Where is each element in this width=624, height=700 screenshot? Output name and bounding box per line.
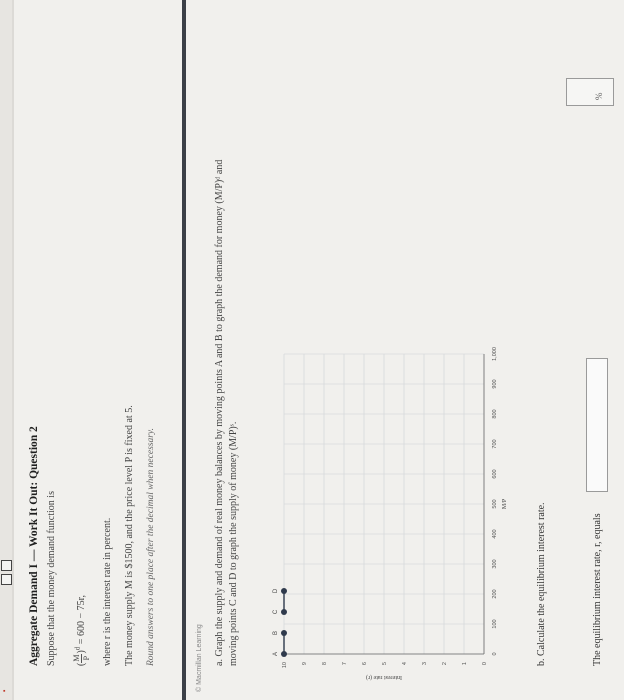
question-page	[14, 0, 624, 700]
y-tick-label: 4	[402, 662, 408, 666]
point-label: D	[273, 588, 279, 594]
answer-input[interactable]	[586, 358, 608, 492]
x-tick-label: 900	[492, 379, 498, 389]
rotated-question-panel	[14, 0, 624, 700]
answer-label: The equilibrium interest rate, r, equals	[592, 513, 603, 666]
x-tick-label: 300	[492, 559, 498, 569]
x-tick-label: 400	[492, 529, 498, 539]
intro-text: Suppose that the money demand function is	[46, 491, 57, 666]
x-tick-label: 200	[492, 589, 498, 599]
y-tick-label: 2	[442, 662, 448, 666]
y-tick-label: 10	[282, 662, 288, 669]
left-toolbar-strip	[0, 0, 12, 700]
point-b[interactable]	[281, 630, 287, 636]
x-tick-label: 600	[492, 469, 498, 479]
money-demand-formula: ( M P )$^d$ = 600 − 75r,	[72, 594, 91, 666]
formula-rhs: = 600 − 75r,	[75, 594, 87, 645]
part-b-label: b. Calculate the equilibrium interest rate.	[536, 502, 547, 666]
percent-unit: %	[594, 92, 604, 100]
y-tick-label: 7	[342, 662, 348, 666]
marker-icon: ▪	[3, 688, 6, 695]
checkbox-icon[interactable]	[1, 560, 12, 571]
scroll-area	[566, 78, 614, 106]
y-tick-label: 6	[362, 662, 368, 666]
x-tick-label: 0	[492, 652, 498, 656]
supply-text: The money supply M is $1500, and the price level P is fixed at 5.	[124, 405, 135, 666]
part-a-line1: a. Graph the supply and demand of real money balances by moving points A and B to graph the demand for money (M/P)ᵈ and	[214, 159, 225, 666]
y-axis-label: Interest rate (r)	[366, 674, 402, 680]
point-label: C	[273, 609, 279, 615]
point-label: B	[273, 630, 279, 636]
x-tick-label: 1,000	[492, 347, 498, 361]
rounding-note: Round answers to one place after the decimal when necessary.	[146, 428, 156, 666]
brand-label: © Macmillan Learning	[196, 624, 203, 692]
formula-num: M	[72, 654, 81, 662]
checkbox-icon[interactable]	[1, 574, 12, 585]
point-c[interactable]	[281, 609, 287, 615]
y-tick-label: 9	[302, 662, 308, 666]
x-tick-label: 800	[492, 409, 498, 419]
point-a[interactable]	[281, 651, 287, 657]
y-tick-label: 1	[462, 662, 468, 666]
x-tick-label: 700	[492, 439, 498, 449]
y-tick-label: 0	[482, 662, 488, 666]
point-d[interactable]	[281, 588, 287, 594]
y-tick-label: 5	[382, 662, 388, 666]
part-a-line2: moving points C and D to graph the supply of money (M/P)ˢ.	[228, 421, 239, 666]
question-title: Aggregate Demand I — Work It Out: Question 2	[28, 426, 40, 666]
point-label: A	[273, 651, 279, 657]
y-tick-label: 3	[422, 662, 428, 666]
money-market-chart[interactable]	[14, 0, 624, 700]
x-tick-label: 100	[492, 619, 498, 629]
x-tick-label: 500	[492, 499, 498, 509]
y-tick-label: 8	[322, 662, 328, 666]
x-axis-label: M/P	[502, 498, 508, 510]
where-text: where r is the interest rate in percent.	[102, 517, 113, 666]
formula-den: P	[82, 655, 91, 661]
